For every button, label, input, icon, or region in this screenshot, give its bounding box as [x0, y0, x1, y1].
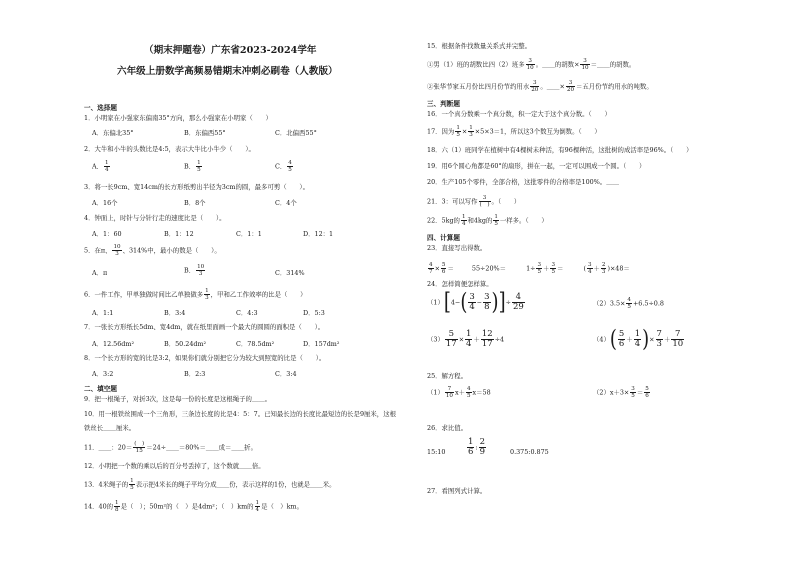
question-24-1: （1）[4−( $\frac{3}{4}$ − $\frac{3}{8}$ )]÷ $\frac{4}{29}$ — [427, 288, 524, 316]
question-10-line1: 10．用一根铁丝围成一个三角形，三条边长度的比是4：5：7。已知最长边的长度比最短边的长是9厘米，这根 — [84, 410, 396, 418]
q2-option-a: A． $\frac{1}{4}$ — [92, 160, 109, 173]
question-16: 16．一个真分数乘一个真分数，积一定大于这个真分数。（ ） — [427, 110, 611, 118]
question-22: 22．5kg的 $\frac{1}{4}$ 和4kg的 $\frac{1}{5}$ 一样多。（ ） — [427, 214, 548, 227]
question-15: 15．根据条件找数量关系式并完整。 — [427, 42, 531, 50]
question-26-item-1: 15:10 — [427, 448, 446, 456]
q4-option-c: C．1：1 — [236, 230, 262, 238]
q4-option-a: A．1：60 — [92, 230, 122, 238]
question-4: 4．钟面上，时针与分针行走的速度比是（ ）。 — [84, 214, 226, 222]
question-25-1: （1） $\frac{7}{10}$ x＋ $\frac{4}{5}$ x＝58 — [427, 386, 491, 399]
q3-option-c: C．4个 — [275, 199, 297, 207]
page-title-line1: （期末押题卷）广东省2023-2024学年 — [144, 45, 317, 56]
q7-option-a: A．12.56dm² — [92, 340, 135, 348]
question-26-item-2: $\frac{1}{6}$ : $\frac{2}{9}$ — [468, 437, 485, 457]
question-25: 25．解方程。 — [427, 372, 468, 380]
question-11: 11．＿＿：20＝ $\frac{( )}{15}$ ＝24÷＿＿＝80%＝＿＿成＝＿＿折。 — [84, 441, 257, 454]
question-3: 3．将一长9cm、宽14cm的长方形纸剪出半径为3cm的圆，最多可剪（ ）。 — [84, 183, 309, 191]
question-14: 14．40的 $\frac{1}{8}$ 是（ ）；50m²的（ ）是4dm²；（ ）km的 $\frac{1}{4}$ 是（ ）km。 — [84, 500, 303, 513]
question-26: 26．求比值。 — [427, 424, 468, 432]
q6-option-b: B．3:4 — [164, 309, 186, 317]
question-24: 24．怎样简便怎样算。 — [427, 280, 493, 288]
q7-option-b: B．50.24dm² — [164, 340, 207, 348]
question-6: 6．一件工作，甲单独做时间比乙单独做多 $\frac{1}{3}$ ，甲和乙工作效率的比是（ ） — [84, 288, 307, 301]
question-15a: ①男（1）班的胡数比四（2）班多 $\frac{3}{10}$ 。＿＿的胡数× $\frac{3}{10}$ ＝＿＿的胡数。 — [427, 58, 636, 71]
question-19: 19．用6个圆心角都是60°的扇形，拼在一起，一定可以围成一个圆。（ ） — [427, 162, 646, 170]
question-24-4: （4）( $\frac{5}{6}$ ＋ $\frac{1}{4}$ )× $\frac{7}{3}$ ＋ $\frac{7}{10}$ — [593, 325, 684, 353]
question-21: 21．3：可以写作 $\frac{3}{( )}$ 。（ ） — [427, 195, 521, 208]
question-24-3: （3） $\frac{5}{17}$ × $\frac{1}{4}$ ＋ $\frac{12}{17}$ ÷4 — [427, 329, 505, 349]
q4-option-b: B．1：12 — [164, 230, 194, 238]
q5-option-b: B． $\frac{10}{3}$ — [184, 264, 205, 277]
question-9: 9．把一根绳子，对折3次，这是每一份的长度是这根绳子的＿＿。 — [84, 395, 272, 403]
question-26-item-3: 0.375:0.875 — [510, 448, 549, 456]
section-judge: 三、判断题 — [427, 100, 460, 108]
q8-option-c: C．3:4 — [275, 370, 297, 378]
question-15b: ②张华节家五月份比四月份节约用水 $\frac{3}{20}$ 。＿＿× $\frac{3}{20}$ ＝五月份节约用水的吨数。 — [427, 80, 653, 93]
question-23-items: $\frac{4}{7}$ × $\frac{5}{6}$ ＝ 55÷20%＝ 1÷ $\frac{3}{5}$ ＋ $\frac{3}{5}$ ＝ ( $\frac{3}{4}$ ＋ $\frac{2}{3}$ )×48＝ — [429, 262, 630, 275]
section-choice: 一、选择题 — [84, 104, 117, 112]
question-8: 8．一个长方形的宽的比是3:2，如果你们就分别把它分为较大到照宽的比是（ ）。 — [84, 354, 326, 362]
question-18: 18．六（1）班同学在植树中有4棵树未种活，有96棵种活，这批树的成活率是96%。（ ） — [427, 146, 693, 154]
q6-option-d: D．5:3 — [303, 309, 325, 317]
question-12: 12．小明把一个数的乘以后的百分号丢掉了，这个数就＿＿倍。 — [84, 462, 265, 470]
question-7: 7．一张长方形纸长5dm、宽4dm，就在纸里面画一个最大的圆圆的面积是（ ）。 — [84, 323, 325, 331]
q7-option-d: D．157dm² — [303, 340, 340, 348]
question-23: 23．直接写出得数。 — [427, 244, 487, 252]
q1-option-b: B．东偏西55° — [184, 129, 226, 137]
q5-option-c: C．314% — [275, 269, 305, 277]
q3-option-a: A．16个 — [92, 199, 118, 207]
q2-option-c: C． $\frac{4}{5}$ — [275, 160, 292, 173]
question-5: 5．在π、 $\frac{10}{3}$ 、314%中，最小的数是（ ）。 — [84, 244, 221, 257]
q3-option-b: B．8个 — [184, 199, 206, 207]
q6-option-a: A．1:1 — [92, 309, 114, 317]
q8-option-a: A．3:2 — [92, 370, 114, 378]
question-2: 2．大牛和小牛的头数比是4:5，表示大牛比小牛少（ ）。 — [84, 145, 255, 153]
page-title-line2: 六年级上册数学高频易错期末冲刺必刷卷（人教版） — [117, 66, 338, 77]
question-27: 27．看图列式计算。 — [427, 487, 487, 495]
q2-option-b: B． $\frac{1}{5}$ — [184, 160, 201, 173]
question-24-2: （2）3.5× $\frac{4}{5}$ +6.5÷0.8 — [593, 297, 664, 310]
section-fill: 二、填空题 — [84, 385, 117, 393]
question-20: 20．生产105个零件，全部合格，这批零件的合格率是100%。＿＿ — [427, 178, 619, 186]
q5-option-a: A．π — [92, 269, 108, 277]
question-10-line2: 铁丝长＿＿厘米。 — [84, 424, 136, 432]
question-1: 1．小明家在小强家东偏南35°方向，那么小强家在小明家（ ） — [84, 114, 272, 122]
q4-option-d: D．12：1 — [303, 230, 334, 238]
section-calc: 四、计算题 — [427, 234, 460, 242]
q7-option-c: C．78.5dm² — [236, 340, 275, 348]
question-13: 13．4米绳子的 $\frac{1}{5}$ 表示把4米长的绳子平均分成＿＿份，表示这样的1份，也就是＿＿米。 — [84, 478, 336, 491]
question-17: 17．因为 $\frac{1}{5}$ × $\frac{1}{3}$ ×5×3＝1，所以这3个数互为倒数。（ ） — [427, 125, 601, 138]
q6-option-c: C．4:3 — [236, 309, 258, 317]
question-25-2: （2）x＋3× $\frac{3}{5}$ ＝ $\frac{5}{6}$ — [593, 386, 649, 399]
q1-option-a: A．东偏北35° — [92, 129, 134, 137]
q8-option-b: B．2:3 — [184, 370, 206, 378]
q1-option-c: C．北偏西55° — [275, 129, 317, 137]
